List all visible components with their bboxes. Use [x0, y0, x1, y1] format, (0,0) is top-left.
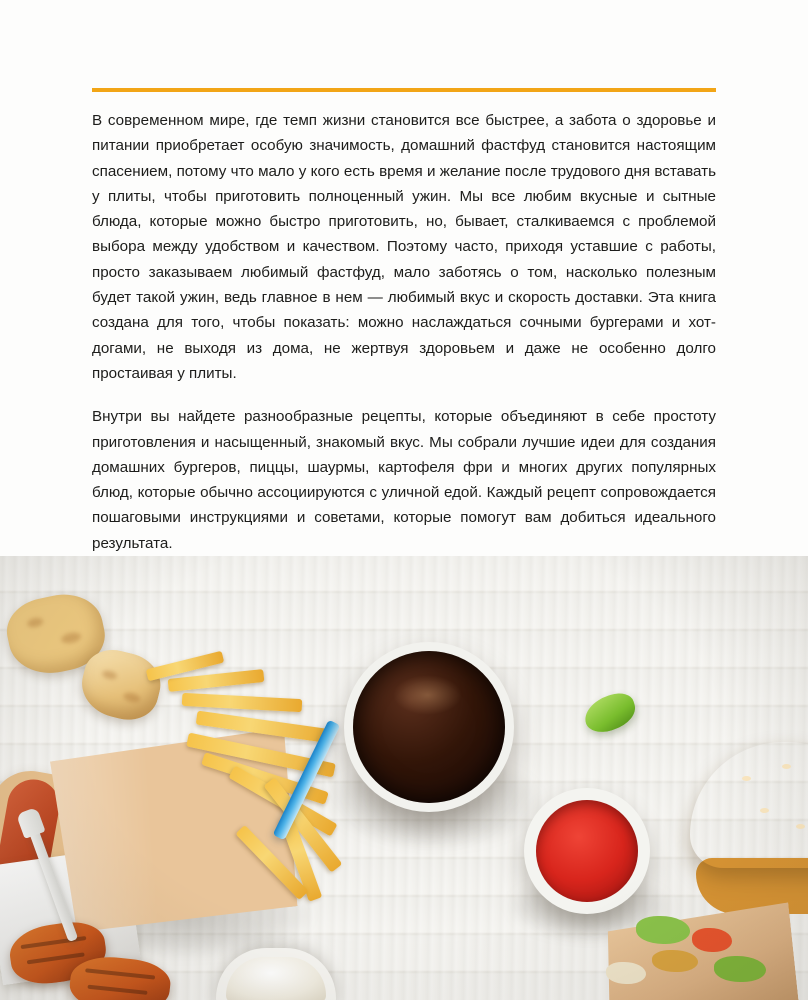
- intro-paragraph-2: Внутри вы найдете разнообразные рецепты, которые объединяют в себе простоту приготовления и насыщенный, знакомый вкус. Мы собрали лучшие идеи для создания домашних бургеров, пиццы, шаурмы, картофеля фри и многих других популярных блюд, которые обычно ассоциируются с уличной едой. Каждый рецепт сопровождается пошаговыми инструкциями и советами, которые помогут вам добиться идеального результата.: [92, 408, 716, 552]
- lettuce-leaf: [636, 916, 690, 944]
- burger: [690, 742, 808, 922]
- burger-top-bun: [690, 742, 808, 868]
- ketchup-bowl: [524, 788, 650, 914]
- lettuce-leaf: [714, 956, 766, 982]
- cola-highlight: [393, 675, 463, 715]
- fast-food-flat-lay-photo: [0, 556, 808, 1000]
- white-sauce: [226, 957, 326, 1000]
- intro-text-column: [92, 108, 716, 556]
- ketchup-sauce: [536, 800, 638, 902]
- cola-liquid: [353, 651, 505, 803]
- cola-cup: [344, 642, 514, 812]
- orange-rule: [92, 88, 716, 92]
- tomato-slice: [692, 928, 732, 952]
- meat-piece: [652, 950, 698, 972]
- onion-piece: [606, 962, 646, 984]
- intro-paragraph-1: В современном мире, где темп жизни становится все быстрее, а забота о здоровье и питании приобретает особую значимость, домашний фастфуд становится настоящим спасением, потому что мало у кого есть время и желание после трудового дня вставать у плиты, чтобы приготовить полноценный ужин. Мы все любим вкусные и сытные блюда, которые можно быстро приготовить, но, бывает, сталкиваемся с проблемой выбора между удобством и качеством. Поэтому часто, приходя уставшие с работы, просто заказываем любимый фастфуд, мало заботясь о том, насколько полезным будет такой ужин, ведь главное в нем — любимый вкус и скорость доставки. Эта книга создана для того, чтобы показать: можно наслаждаться сочными бургерами и хот-догами, не выходя из дома, не жертвуя здоровьем и даже не особенно долго простаивая у плиты.: [92, 112, 716, 382]
